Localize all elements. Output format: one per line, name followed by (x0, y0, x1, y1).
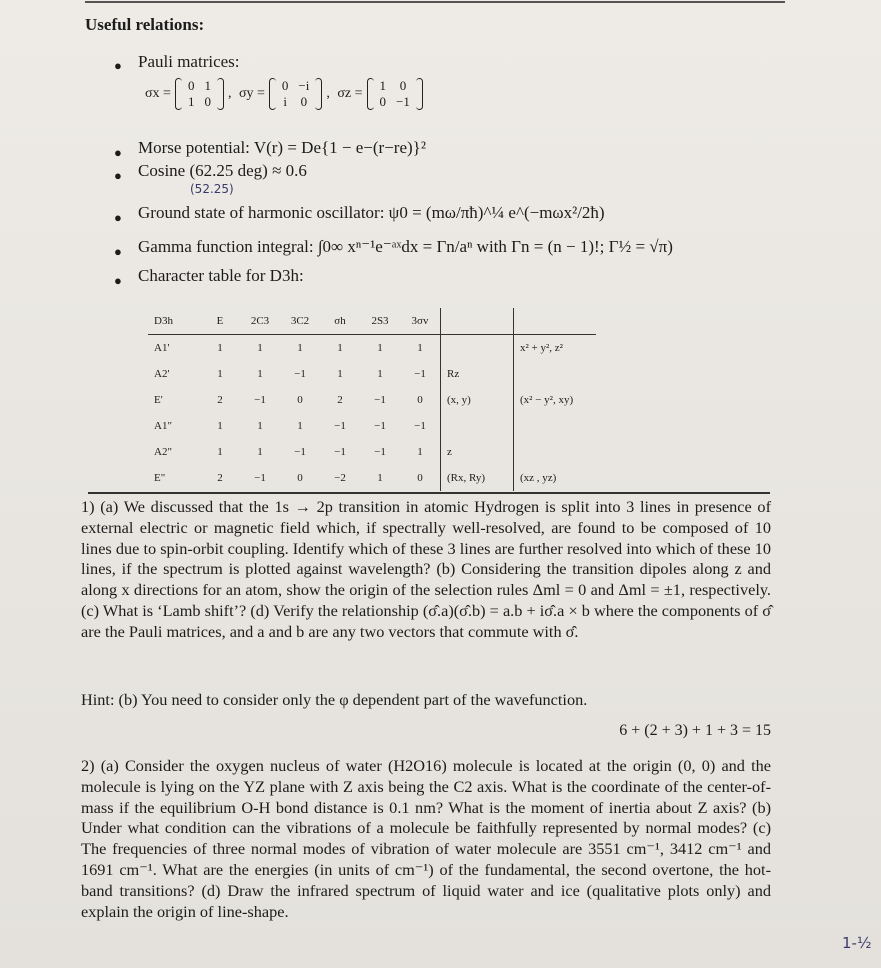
table-row: A2" 1 1 −1 −1 −1 1 z (148, 439, 596, 465)
table-row: A2' 1 1 −1 1 1 −1 Rz (148, 361, 596, 387)
pauli-matrices: σx = 0 1 1 0 , σy = 0 −i i 0 , σz = 1 0 0 −1 (145, 78, 423, 110)
matrix-sigma-y: 0 −i i 0 (269, 78, 322, 110)
table-row: A1" 1 1 1 −1 −1 −1 (148, 413, 596, 439)
matrix-sigma-x: 0 1 1 0 (175, 78, 224, 110)
top-rule (85, 1, 785, 3)
handwritten-cosine-note: (52.25) (190, 182, 234, 196)
bullet-icon: ● (114, 145, 122, 160)
sigma-z-label: σz = (337, 86, 363, 101)
question-1-hint: Hint: (b) You need to consider only the φ dependent part of the wavefunction. (81, 690, 588, 709)
section-divider (88, 492, 770, 494)
bullet-icon: ● (114, 273, 122, 288)
table-header-row: D3h E 2C3 3C2 σh 2S3 3σv (148, 308, 596, 335)
sigma-y-label: σy = (238, 86, 265, 101)
bullet-icon: ● (114, 58, 122, 73)
pauli-label: Pauli matrices: (138, 52, 240, 71)
question-1-marks: 6 + (2 + 3) + 1 + 3 = 15 (619, 722, 771, 739)
question-1-text: 1) (a) We discussed that the 1s → 2p transition in atomic Hydrogen is split into 3 lines in presence of external electric or magnetic field which, if spectrally well-resolved, are found to be composed of 10 lines due to spin-orbit coupling. Identify which of these 3 lines are further resolved into which of these 10 lines, if the spectrum is plotted against wavelength? (b) Considering the transition dipoles along z and along x directions for an atom, show the origin of the selection rules Δml = 0 and Δml = ±1, respectively. (c) What is ‘Lamb shift’? (d) Verify the relationship (σ̂.a)(σ̂.b) = a.b + iσ̂.a × b where the components of σ̂ are the Pauli matrices, and a and b are any two vectors that commute with σ̂. (81, 497, 771, 641)
ground-state-relation: Ground state of harmonic oscillator: ψ0 = (mω/πħ)^¼ e^(−mωx²/2ħ) (138, 203, 605, 222)
heading-useful-relations: Useful relations: (85, 15, 205, 34)
character-table (148, 308, 596, 491)
gamma-function-relation: Gamma function integral: ∫0∞ xⁿ⁻¹e⁻ᵃˣdx = Γn/aⁿ with Γn = (n − 1)!; Γ½ = √π) (138, 237, 673, 256)
table-row: A1' 1 1 1 1 1 1 x² + y², z² (148, 335, 596, 362)
bullet-icon: ● (114, 168, 122, 183)
sigma-x-label: σx = (145, 86, 171, 101)
bullet-icon: ● (114, 210, 122, 225)
morse-potential: Morse potential: V(r) = De{1 − e−(r−re)}² (138, 138, 426, 157)
table-row: E" 2 −1 0 −2 1 0 (Rx, Ry) (xz , yz) (148, 465, 596, 491)
matrix-sigma-z: 1 0 0 −1 (367, 78, 423, 110)
cosine-relation: Cosine (62.25 deg) ≈ 0.6 (138, 161, 307, 180)
bullet-icon: ● (114, 244, 122, 259)
handwritten-margin-note: 1-½ (842, 934, 872, 952)
character-table-label: Character table for D3h: (138, 266, 304, 285)
question-2-text: 2) (a) Consider the oxygen nucleus of water (H2O16) molecule is located at the origin (0, 0) and the molecule is lying on the YZ plane with Z axis being the C2 axis. What is the coordinate of the center-of-mass if the equilibrium O-H bond distance is 0.1 nm? What is the moment of inertia about Z axis? (b) Under what condition can the vibrations of a molecule be faithfully represented by normal modes? (c) The frequencies of three normal modes of vibration of water molecule are 3551 cm⁻¹, 3412 cm⁻¹ and 1691 cm⁻¹. What are the energies (in units of cm⁻¹) of the fundamental, the second overtone, the hot-band transitions? (d) Draw the infrared spectrum of liquid water and ice (qualitative plots only) and explain the origin of line-shape. (81, 756, 771, 921)
table-row: E' 2 −1 0 2 −1 0 (x, y) (x² − y², xy) (148, 387, 596, 413)
